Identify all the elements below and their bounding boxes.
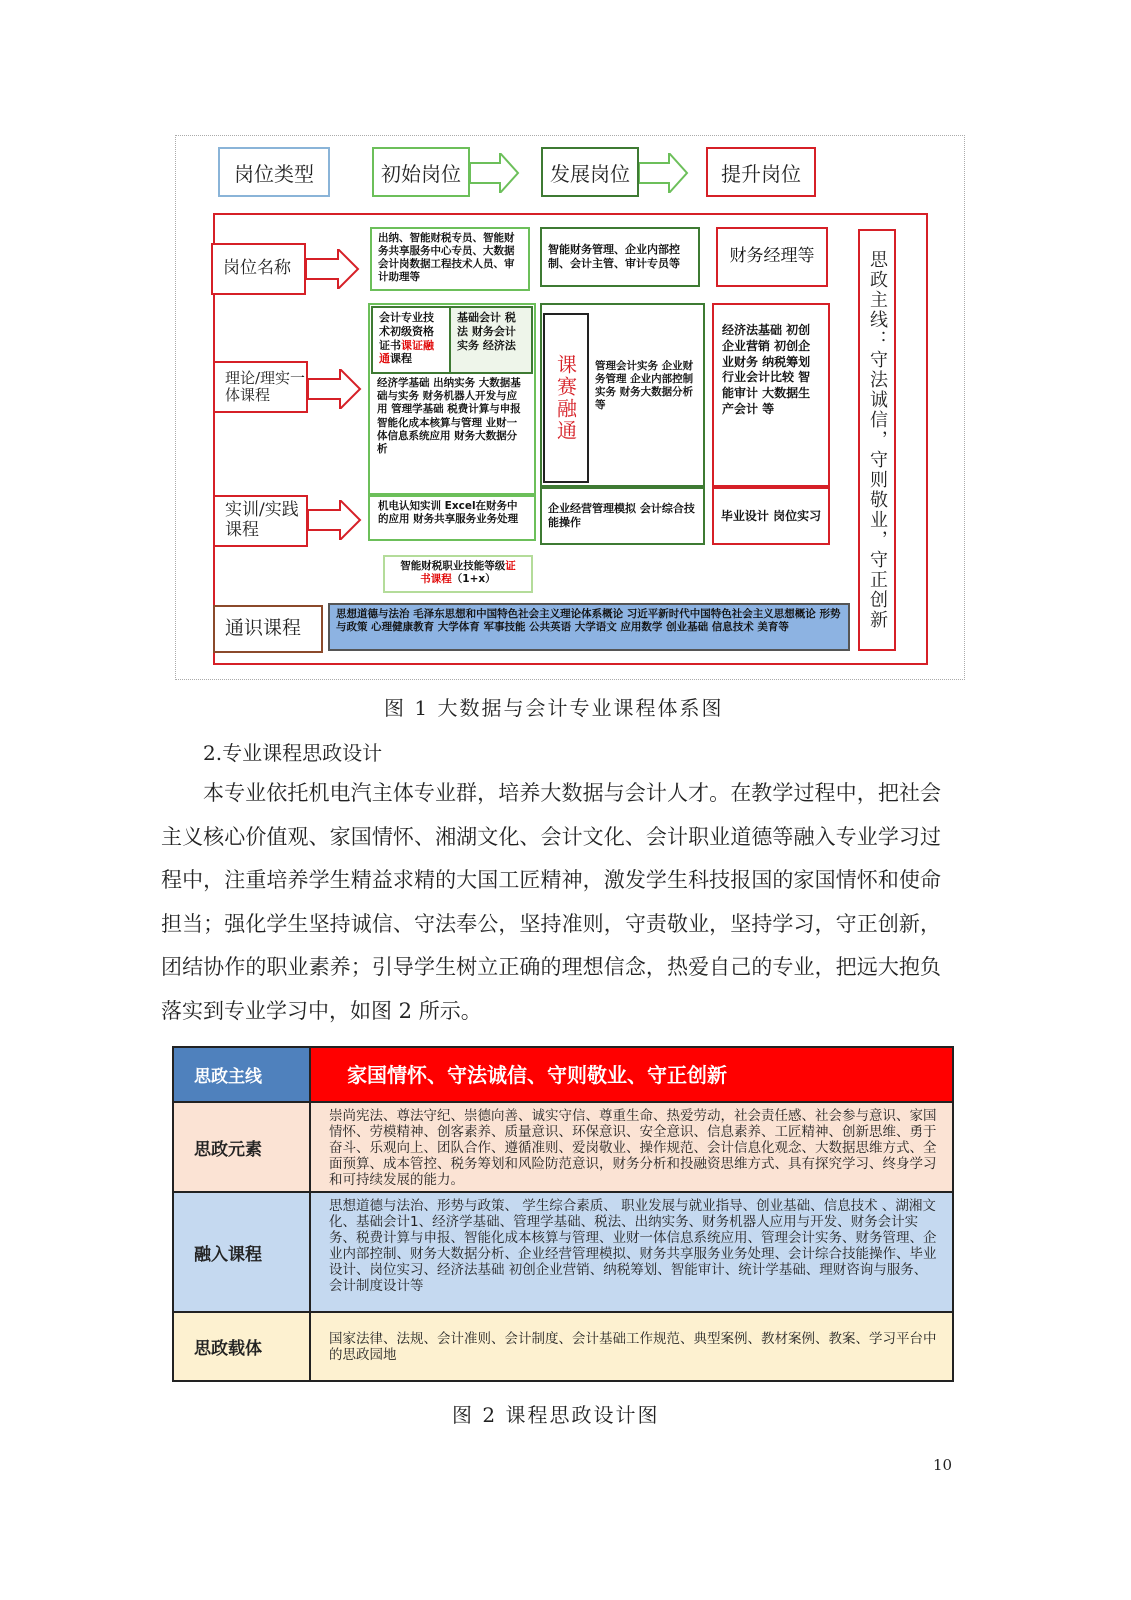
- row-courses-value: 思想道德与法治、形势与政策、 学生综合素质、 职业发展与就业指导、创业基础、信息技术 、湖湘文化、基础会计1、经济学基础、管理学基础、税法、出纳实务、财务机器人应用与开发、财务会计实务、税费计算与申报、智能化成本核算与管理、业财一体信息系统应用、管理会计实务、财务管理、企业内部控制、财务大数据分析、企业经营管理模拟、财务共享服务业务处理、会计综合技能操作、毕业设计、岗位实习、经济法基础 初创企业营销、纳税筹划、智能审计、统计学基础、理财咨询与服务、会计制度设计等: [311, 1193, 952, 1311]
- course-competition-text: 课赛融通: [553, 354, 578, 442]
- header-develop-box: [541, 147, 639, 197]
- row-carrier-value: 国家法律、法规、会计准则、会计制度、会计基础工作规范、典型案例、教材案例、教案、学习平台中的思政园地: [311, 1313, 952, 1380]
- row-label-position-text: 岗位名称: [223, 258, 291, 279]
- practice-develop-text: 企业经营管理模拟 会计综合技能操作: [548, 502, 695, 529]
- basic-course-text: 基础会计 税法 财务会计实务 经济法: [457, 311, 516, 352]
- arrow-right-icon: [639, 153, 689, 193]
- ideology-design-table: [172, 1046, 954, 1382]
- header-initial-label: 初始岗位: [381, 161, 461, 186]
- theory-promote-cell: [712, 303, 830, 487]
- row-header-value: 家国情怀、守法诚信、守则敬业、守正创新: [311, 1048, 952, 1101]
- position-initial-text: 出纳、智能财税专员、智能财务共享服务中心专员、大数据会计岗数据工程技术人员、审计助理等: [378, 232, 515, 284]
- cert-1x-cell: [383, 555, 533, 593]
- header-initial-box: [372, 147, 470, 197]
- practice-promote-cell: [712, 487, 830, 545]
- row-label-theory: [213, 361, 308, 413]
- cert-1x-suffix: （1+x）: [451, 573, 496, 586]
- table-row: [174, 1048, 952, 1103]
- position-develop-text: 智能财务管理、企业内部控制、会计主管、审计专员等: [548, 243, 680, 270]
- header-promote-box: [706, 147, 816, 197]
- general-courses-cell: [328, 603, 850, 651]
- row-label-theory-text: 理论/理实一体课程: [225, 368, 306, 404]
- course-competition-badge: [543, 313, 589, 483]
- cert-course-cell: [371, 306, 451, 374]
- arrow-right-icon: [306, 249, 361, 289]
- ideology-mainline-text: 思政主线：守法诚信，守则敬业，守正创新: [867, 250, 888, 630]
- basic-course-cell: [449, 306, 533, 374]
- row-label-practice: [213, 495, 308, 547]
- position-develop-cell: [540, 227, 700, 287]
- row-label-general: [213, 605, 323, 653]
- header-type-label: 岗位类型: [234, 161, 314, 186]
- theory-develop-text: 管理会计实务 企业财务管理 企业内部控制实务 财务大数据分析 等: [595, 360, 694, 412]
- theory-develop-cell: [589, 357, 703, 457]
- table-row: [174, 1313, 952, 1380]
- figure1-caption: 图 1 大数据与会计专业课程体系图: [384, 696, 724, 720]
- cert-course-text: 会计专业技术初级资格证书: [379, 311, 434, 352]
- header-promote-label: 提升岗位: [721, 161, 801, 186]
- table-row: [174, 1103, 952, 1193]
- row-label-practice-text: 实训/实践课程: [225, 500, 299, 540]
- practice-promote-text: 毕业设计 岗位实习: [720, 508, 822, 523]
- course-system-diagram: [175, 135, 965, 680]
- row-label-general-text: 通识课程: [225, 617, 302, 640]
- cert-1x-highlight-2: 书课程: [420, 573, 452, 586]
- practice-initial-text: 机电认知实训 Excel在财务中的应用 财务共享服务业务处理: [378, 500, 519, 526]
- section-heading: 2.专业课程思政设计: [203, 741, 383, 765]
- position-promote-cell: [716, 227, 828, 287]
- cert-course-suffix: 课程: [390, 352, 412, 366]
- section-paragraph: 本专业依托机电汽主体专业群，培养大数据与会计人才。在教学过程中，把社会主义核心价值观、家国情怀、湘湖文化、会计文化、会计职业道德等融入专业学习过程中，注重培养学生精益求精的大国工匠精神，激发学生科技报国的家国情怀和使命担当；强化学生坚持诚信、守法奉公，坚持准则，守责敬业，坚持学习，守正创新，团结协作的职业素养；引导学生树立正确的理想信念，热爱自己的专业，把远大抱负落实到专业学习中，如图 2 所示。: [161, 781, 941, 1023]
- header-develop-label: 发展岗位: [550, 161, 630, 186]
- table-row: [174, 1193, 952, 1313]
- cert-course-highlight: 课证融通: [379, 338, 434, 366]
- practice-develop-cell: [540, 487, 705, 545]
- position-initial-cell: [370, 227, 530, 291]
- general-courses-text: 思想道德与法治 毛泽东思想和中国特色社会主义理论体系概论 习近平新时代中国特色社会主义思想概论 形势与政策 心理健康教育 大学体育 军事技能 公共英语 大学语文 应用数学 创业基础 信息技术 美育等: [336, 608, 841, 633]
- ideology-mainline-column: [858, 229, 896, 651]
- header-type-box: [218, 147, 330, 197]
- row-courses-label: 融入课程: [174, 1193, 311, 1311]
- cert-1x-text: 智能财税职业技能等级: [400, 560, 506, 572]
- arrow-right-icon: [308, 500, 363, 540]
- row-header-label: 思政主线: [174, 1048, 311, 1101]
- figure2-caption: 图 2 课程思政设计图: [452, 1403, 660, 1427]
- row-elements-value: 崇尚宪法、尊法守纪、崇德向善、诚实守信、尊重生命、热爱劳动，社会责任感、社会参与意识、家国情怀、劳模精神、创客素养、质量意识、环保意识、安全意识、信息素养、工匠精神、创新思维、勇于奋斗、乐观向上、团队合作、遵循准则、爱岗敬业、操作规范、会计信息化观念、大数据思维方式、全面预算、成本管控、税务筹划和风险防范意识，财务分析和投融资思维方式、具有探究学习、终身学习和可持续发展的能力。: [311, 1103, 952, 1191]
- arrow-right-icon: [308, 369, 363, 409]
- row-label-position: [211, 243, 306, 295]
- cert-1x-highlight-1: 证: [505, 560, 516, 572]
- theory-initial-text: 经济学基础 出纳实务 大数据基础与实务 财务机器人开发与应用 管理学基础 税费计算与申报 智能化成本核算与管理 业财一体信息系统应用 财务大数据分析: [377, 377, 521, 456]
- row-elements-label: 思政元素: [174, 1103, 311, 1191]
- theory-promote-text: 经济法基础 初创企业营销 初创企业财务 纳税筹划 行业会计比较 智能审计 大数据生产会计 等: [722, 323, 811, 417]
- page-number: 10: [933, 1456, 953, 1474]
- position-promote-text: 财务经理等: [729, 246, 815, 267]
- practice-initial-cell: [368, 495, 536, 541]
- arrow-right-icon: [470, 153, 520, 193]
- row-carrier-label: 思政载体: [174, 1313, 311, 1380]
- theory-initial-cell: [371, 374, 531, 494]
